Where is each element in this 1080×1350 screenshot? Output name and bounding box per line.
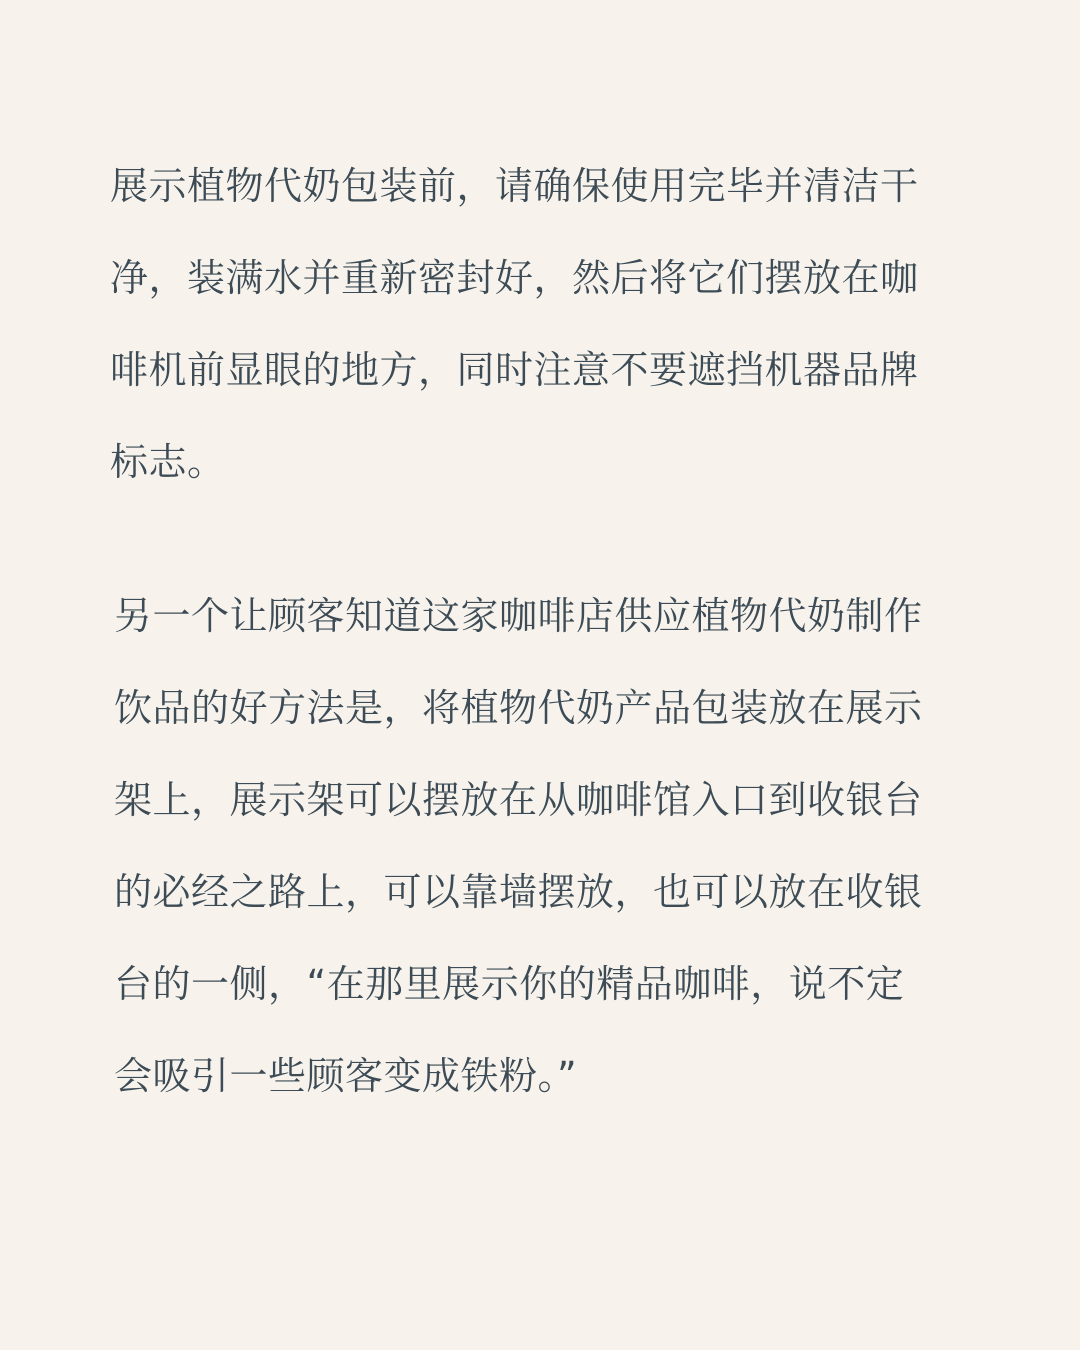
text-line: 的必经之路上，可以靠墙摆放，也可以放在收银 <box>114 870 923 914</box>
text-line: 架上，展示架可以摆放在从咖啡馆入口到收银台 <box>114 778 923 822</box>
text-line: 展示植物代奶包装前，请确保使用完毕并清洁干 <box>110 164 919 208</box>
text-line: 标志。 <box>110 440 226 484</box>
text-line: 另一个让顾客知道这家咖啡店供应植物代奶制作 <box>114 594 923 638</box>
paragraph-display-shelf <box>114 570 984 1122</box>
text-line: 啡机前显眼的地方，同时注意不要遮挡机器品牌 <box>110 348 919 392</box>
text-line: 饮品的好方法是，将植物代奶产品包装放在展示 <box>114 686 923 730</box>
text-line: 会吸引一些顾客变成铁粉。” <box>114 1054 578 1098</box>
paragraph-display-tips <box>110 140 980 508</box>
text-line: 净，装满水并重新密封好，然后将它们摆放在咖 <box>110 256 919 300</box>
text-line: 台的一侧，“在那里展示你的精品咖啡，说不定 <box>114 962 905 1006</box>
